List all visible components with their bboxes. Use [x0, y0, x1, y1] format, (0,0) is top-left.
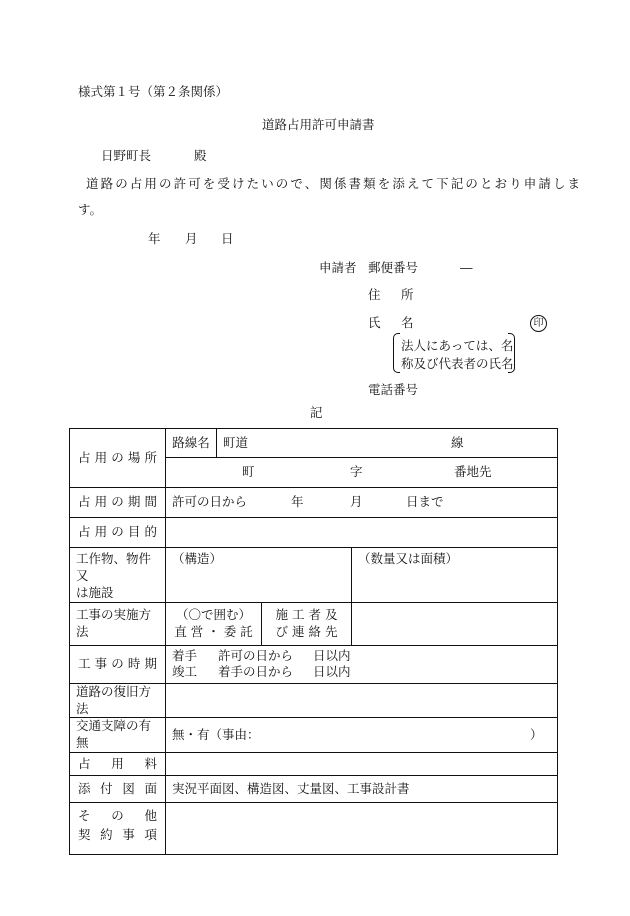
schedule-start-text: 許可の日から	[218, 647, 294, 663]
corp-note-left-bracket	[393, 333, 400, 373]
purpose-value[interactable]	[166, 518, 558, 548]
method-options[interactable]	[166, 603, 262, 645]
schedule-start-label: 着手	[172, 647, 198, 663]
line-label: 線	[451, 434, 464, 450]
period-year: 年	[291, 494, 304, 509]
traffic-value: 無・有（事由：	[172, 727, 260, 743]
corp-note	[393, 333, 515, 373]
application-table	[69, 428, 558, 855]
schedule-label: 工 事 の 時 期	[70, 645, 166, 683]
method-cell[interactable]	[166, 602, 352, 645]
schedule-end-label: 竣工	[172, 663, 198, 679]
purpose-label: 占 用 の 目 的	[70, 518, 166, 548]
record-mark: 記	[310, 405, 323, 420]
other-value[interactable]	[166, 803, 558, 855]
period-from: 許可の日から	[172, 494, 248, 509]
date-year: 年	[148, 231, 161, 246]
body-text-line1: 道路の占用の許可を受けたいので、関係書類を添えて下記のとおり申請しま	[86, 176, 583, 191]
page-title: 道路占用許可申請書	[262, 117, 375, 132]
route-cell[interactable]	[166, 429, 558, 458]
cho-label: 町	[242, 464, 255, 479]
period-label: 占 用 の 期 間	[70, 488, 166, 518]
other-label: そ の 他 契 約 事 項	[70, 803, 166, 855]
corp-note-line1: 法人にあっては、名	[401, 338, 514, 353]
quantity-label: （数量又は面積）	[358, 551, 459, 566]
addressee-suffix: 殿	[194, 148, 207, 163]
seal-mark: 印	[530, 315, 547, 332]
traffic-close: ）	[530, 727, 543, 743]
method-label: 工事の実施方法	[70, 602, 166, 645]
schedule-cell[interactable]	[166, 645, 558, 683]
contractor-label: 施 工 者 及 び 連 絡 先	[275, 606, 338, 639]
aza-label: 字	[350, 464, 363, 479]
restoration-value[interactable]	[166, 683, 558, 718]
schedule-start-suffix: 日以内	[313, 647, 351, 663]
attachments-label: 添 付 図 面	[70, 776, 166, 803]
addressee-name: 日野町長	[101, 148, 152, 163]
method-circle-note: （〇で囲む）	[175, 606, 251, 622]
fee-label: 占 用 料	[70, 753, 166, 776]
form-number: 様式第１号（第２条関係）	[78, 84, 229, 99]
attachments-value[interactable]: 実況平面図、構造図、丈量図、工事設計書	[166, 776, 558, 803]
name-char-2: 名	[401, 315, 414, 330]
corp-note-line2: 称及び代表者の氏名	[401, 356, 514, 371]
phone-label: 電話番号	[368, 382, 419, 397]
structure-label: 工作物、物件又 は施設	[70, 548, 166, 603]
name-char-1: 氏	[368, 315, 381, 330]
date-day: 日	[221, 231, 234, 246]
banchi-label: 番地先	[454, 464, 492, 479]
postal-label: 郵便番号	[368, 260, 419, 275]
postal-dash: ―	[460, 260, 473, 275]
place-label: 占 用 の 場 所	[70, 429, 166, 488]
applicant-label: 申請者	[319, 260, 357, 275]
address-cell[interactable]	[166, 458, 558, 488]
body-text-line2: す。	[78, 202, 103, 217]
period-until: 日まで	[406, 494, 444, 509]
route-label: 路線名	[166, 429, 217, 457]
method-options-text: 直 営 ・ 委 託	[174, 623, 253, 639]
date-month: 月	[185, 231, 198, 246]
construction-cell[interactable]	[166, 548, 352, 603]
restoration-label: 道路の復旧方法	[70, 683, 166, 718]
construction-label: （構造）	[172, 551, 223, 566]
schedule-end-text: 着手の日から	[218, 663, 294, 679]
traffic-label: 交通支障の有無	[70, 718, 166, 753]
contractor-value[interactable]	[352, 602, 558, 645]
quantity-cell[interactable]	[352, 548, 558, 603]
address-char-1: 住	[368, 287, 381, 302]
address-char-2: 所	[401, 287, 414, 302]
town-road-label: 町道	[223, 434, 249, 450]
fee-value[interactable]	[166, 753, 558, 776]
period-month: 月	[350, 494, 363, 509]
period-cell[interactable]	[166, 488, 558, 518]
traffic-cell[interactable]	[166, 718, 558, 753]
schedule-end-suffix: 日以内	[313, 663, 351, 679]
